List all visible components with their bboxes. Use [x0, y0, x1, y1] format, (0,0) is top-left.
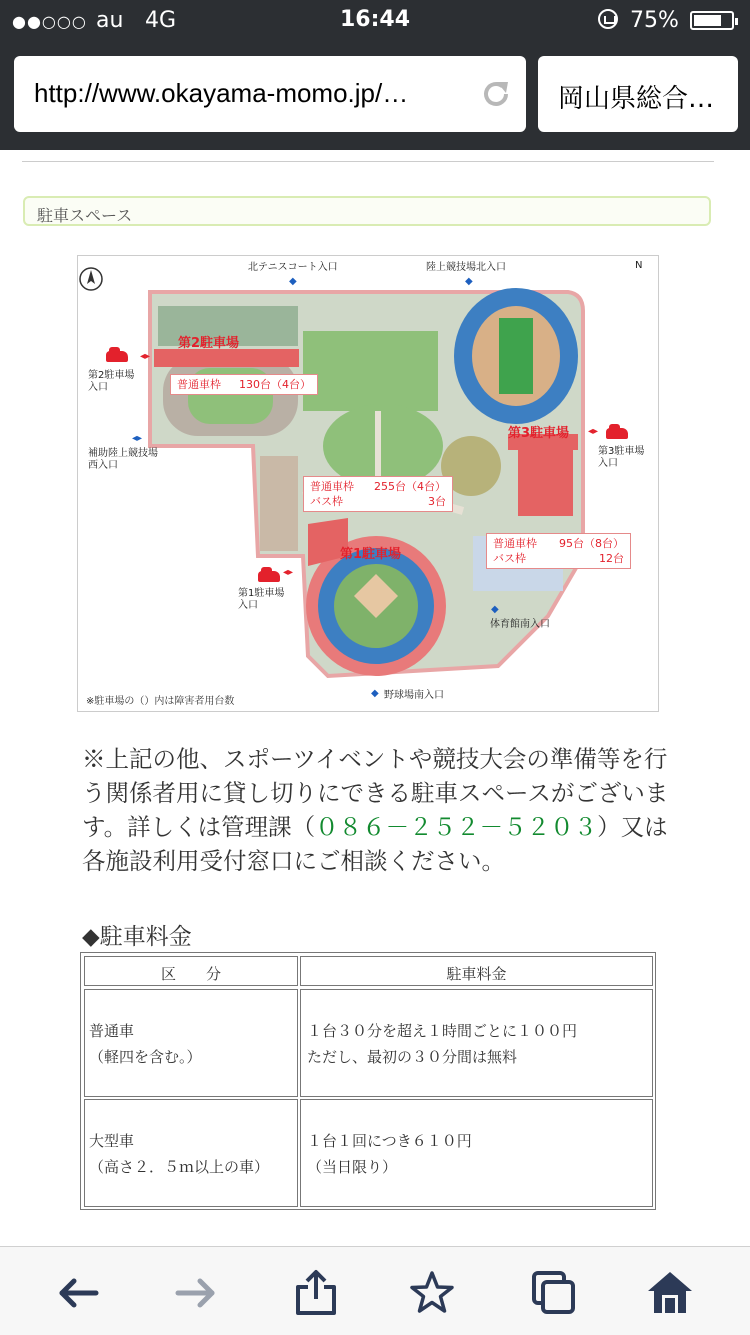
back-icon[interactable] — [54, 1269, 102, 1317]
section-title: 駐車スペース — [37, 206, 133, 225]
entrance-north-tennis: 北テニスコート入口 — [248, 262, 338, 273]
fee-title: ◆駐車料金 — [82, 924, 192, 950]
fee-text: １台３０分を超え１時間ごとに１００円 — [307, 1022, 578, 1040]
lot1-info — [303, 476, 453, 512]
entrance-lot1: 第1駐車場 入口 — [238, 588, 285, 611]
status-bar — [0, 0, 750, 42]
rotation-lock-icon — [598, 9, 618, 29]
vehicle-type-note: （高さ２．５ｍ以上の車） — [89, 1158, 270, 1176]
entrance-marker-icon: ◆ — [491, 604, 499, 615]
entrance-arrow-icon: ◂▸ — [588, 426, 599, 437]
lot1-bus-count: 3台 — [428, 495, 446, 508]
table-header-category: 区 分 — [84, 956, 298, 986]
lot3-car-count: 95台（8台） — [559, 537, 624, 550]
phone-number-link[interactable]: ０８６－２５２－５２０３ — [315, 813, 598, 841]
network-type: 4G — [145, 8, 177, 33]
entrance-lot3: 第3駐車場 入口 — [598, 446, 645, 469]
entrance-marker-icon: ◆ — [371, 688, 379, 699]
tab-title[interactable]: 岡山県総合… — [558, 84, 715, 114]
browser-chrome — [0, 0, 750, 150]
table-row — [300, 989, 653, 1097]
entrance-marker-icon: ◂▸ — [132, 433, 143, 444]
signal-strength: ●●○○○ — [12, 12, 87, 31]
bookmark-icon[interactable] — [408, 1269, 456, 1317]
lot1-name: 第1駐車場 — [340, 547, 402, 562]
url-text[interactable]: http://www.okayama-momo.jp/… — [34, 78, 409, 108]
reload-icon[interactable] — [480, 78, 512, 110]
status-time: 16:44 — [339, 7, 411, 32]
entrance-arrow-icon: ◂▸ — [283, 567, 294, 578]
entrance-track-north: 陸上競技場北入口 — [426, 262, 506, 273]
note-text-after: ）又は各施設利用受付窓口にご相談ください。 — [82, 813, 668, 875]
vehicle-type: 大型車 — [89, 1132, 135, 1150]
lot2-car-label: 普通車枠 — [177, 378, 221, 391]
fee-note: （当日限り） — [307, 1158, 398, 1176]
table-header-fee: 駐車料金 — [300, 956, 653, 986]
lot3-name: 第3駐車場 — [508, 426, 570, 441]
entrance-aux-track-west: 補助陸上競技場 西入口 — [88, 448, 158, 471]
lot3-bus-label: バス枠 — [493, 552, 526, 565]
table-row — [84, 1099, 298, 1207]
lot3-info — [486, 533, 631, 569]
home-icon[interactable] — [646, 1269, 694, 1317]
lot1-bus-label: バス枠 — [310, 495, 343, 508]
parking-map — [77, 255, 659, 712]
share-icon[interactable] — [292, 1269, 340, 1317]
address-bar[interactable] — [14, 56, 526, 132]
lot2-name: 第2駐車場 — [178, 336, 240, 351]
entrance-baseball-south: 野球場南入口 — [384, 690, 444, 701]
tabs-icon[interactable] — [530, 1269, 578, 1317]
lot2-info — [170, 374, 318, 395]
car-icon — [606, 428, 628, 439]
fee-table — [80, 952, 656, 1210]
reservation-note — [82, 742, 682, 878]
battery-percent: 75% — [630, 8, 679, 33]
section-header — [23, 196, 711, 226]
fee-text: １台１回につき６１０円 — [307, 1132, 472, 1150]
car-icon — [106, 351, 128, 362]
lot1-car-label: 普通車枠 — [310, 480, 354, 493]
battery-icon — [690, 11, 734, 30]
entrance-marker-icon: ◆ — [465, 276, 473, 287]
note-text-before: ※上記の他、スポーツイベントや競技大会の準備等を行う関係者用に貸し切りにできる駐車スペースがございます。詳しくは管理課（ — [82, 745, 669, 841]
entrance-arrow-icon: ◂▸ — [140, 351, 151, 362]
map-footnote: ※駐車場の（）内は障害者用台数 — [86, 696, 235, 707]
entrance-marker-icon: ◆ — [289, 276, 297, 287]
entrance-lot2: 第2駐車場 入口 — [88, 370, 135, 393]
entrance-gym-south: 体育館南入口 — [490, 619, 550, 630]
battery-fill — [694, 15, 721, 26]
compass-label: N — [635, 260, 643, 271]
carrier-name: au — [96, 8, 124, 33]
car-icon — [258, 571, 280, 582]
forward-icon[interactable] — [172, 1269, 220, 1317]
browser-toolbar — [0, 1246, 750, 1335]
lot2-car-count: 130台（4台） — [239, 378, 311, 391]
lot1-car-count: 255台（4台） — [374, 480, 446, 493]
divider — [22, 161, 714, 162]
compass-icon — [78, 256, 104, 292]
lot3-bus-count: 12台 — [599, 552, 624, 565]
table-row — [300, 1099, 653, 1207]
page-title-tab[interactable] — [538, 56, 738, 132]
lot3-car-label: 普通車枠 — [493, 537, 537, 550]
vehicle-type-note: （軽四を含む。） — [89, 1048, 202, 1066]
vehicle-type: 普通車 — [89, 1022, 135, 1040]
table-row — [84, 989, 298, 1097]
fee-note: ただし、最初の３０分間は無料 — [307, 1048, 518, 1066]
